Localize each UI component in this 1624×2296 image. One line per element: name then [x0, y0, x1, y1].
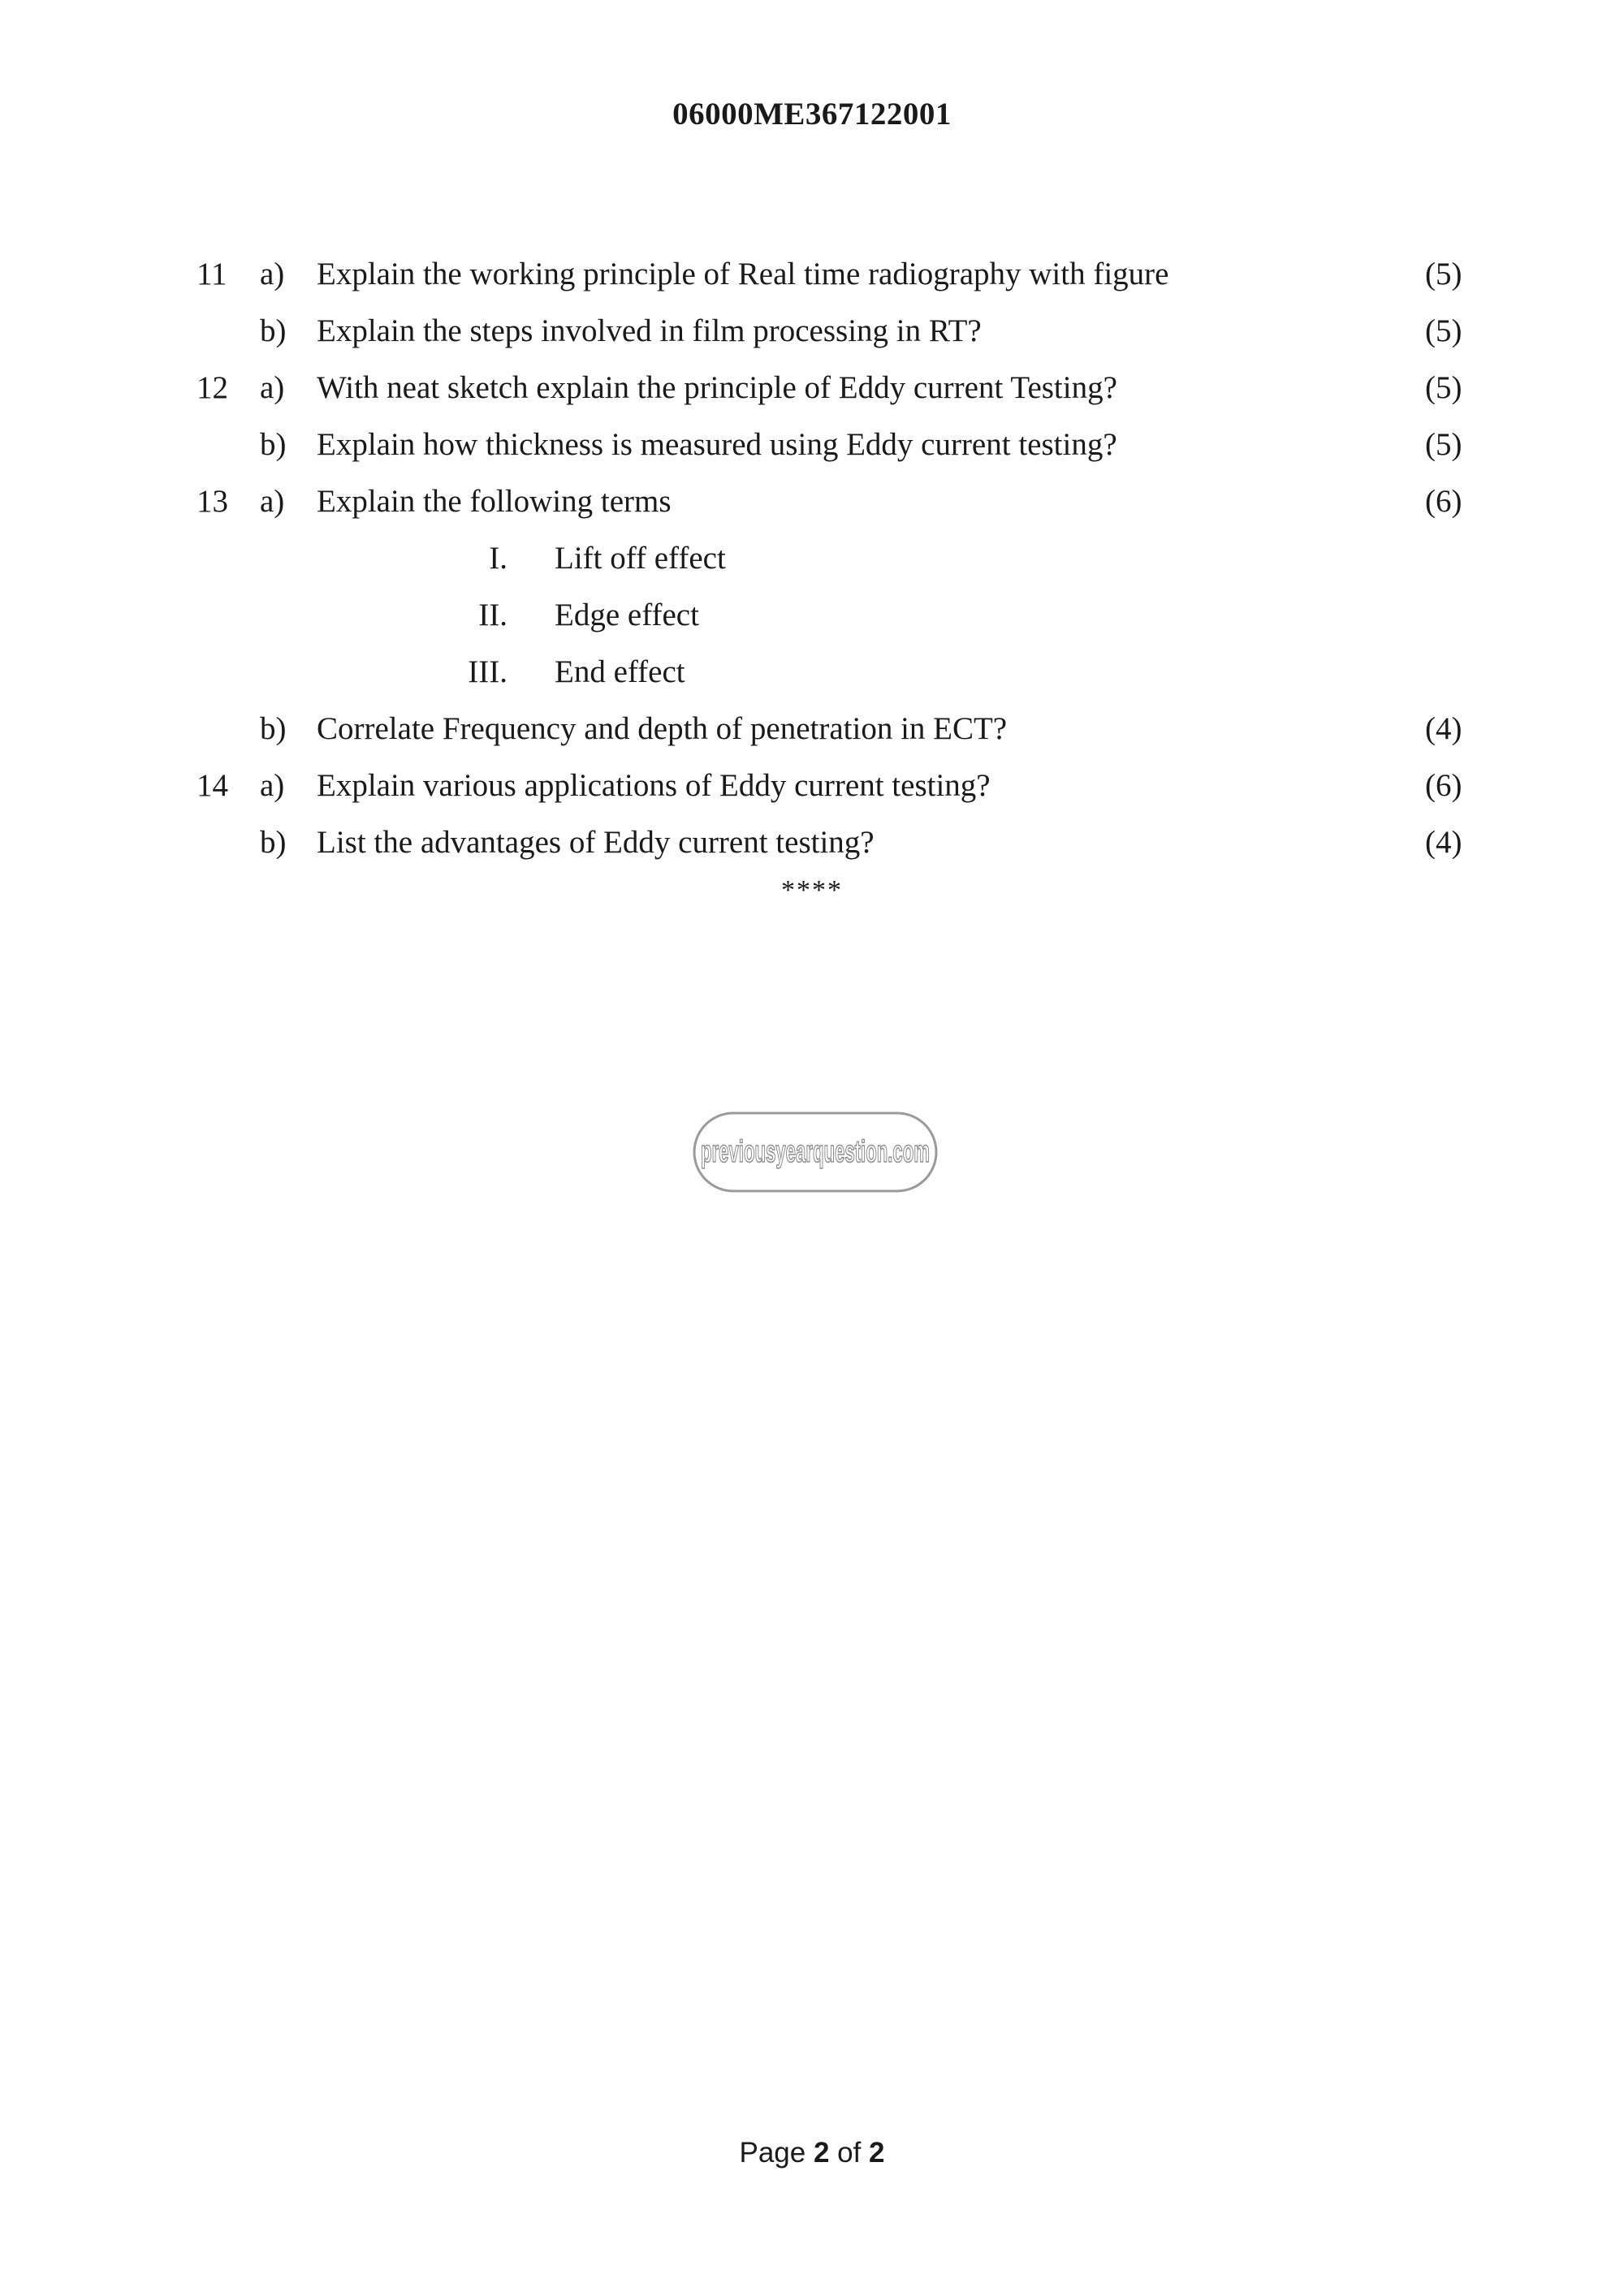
question-text: With neat sketch explain the principle of Eddy current Testing? [317, 370, 1117, 405]
question-row [0, 479, 1624, 524]
watermark-text: previousyearquestion.com [701, 1135, 930, 1169]
subterm-numeral: I. [489, 541, 508, 576]
question-marks: (6) [1425, 768, 1462, 803]
footer-middle: of [829, 2137, 870, 2169]
question-part: b) [260, 313, 287, 348]
question-text: Explain the working principle of Real time radiography with figure [317, 257, 1169, 291]
question-number: 13 [197, 484, 228, 519]
question-marks: (6) [1425, 484, 1462, 519]
footer-prefix: Page [739, 2137, 814, 2169]
subterm-numeral: II. [478, 598, 508, 632]
footer-total-pages: 2 [869, 2137, 885, 2169]
question-text: Explain the following terms [317, 484, 672, 519]
page-footer [0, 2137, 1624, 2169]
subterm-text: End effect [555, 654, 685, 689]
subterm-row [0, 536, 1624, 581]
subterm-row [0, 650, 1624, 695]
watermark-logo [692, 1111, 939, 1193]
question-marks: (4) [1425, 825, 1462, 860]
question-row [0, 422, 1624, 468]
subterm-text: Lift off effect [555, 541, 726, 576]
question-row [0, 763, 1624, 809]
subterm-numeral: III. [468, 654, 508, 689]
subterm-row [0, 593, 1624, 638]
question-marks: (5) [1425, 257, 1462, 291]
end-of-paper-mark: **** [781, 875, 843, 905]
question-part: a) [260, 768, 285, 803]
question-part: b) [260, 711, 287, 746]
question-part: b) [260, 825, 287, 860]
question-part: b) [260, 427, 287, 462]
question-text: List the advantages of Eddy current testing? [317, 825, 875, 860]
question-number: 11 [197, 257, 227, 291]
question-marks: (5) [1425, 427, 1462, 462]
question-marks: (4) [1425, 711, 1462, 746]
question-marks: (5) [1425, 370, 1462, 405]
question-text: Explain how thickness is measured using Eddy current testing? [317, 427, 1117, 462]
question-part: a) [260, 370, 285, 405]
question-text: Explain the steps involved in film processing in RT? [317, 313, 982, 348]
question-number: 12 [197, 370, 228, 405]
question-part: a) [260, 484, 285, 519]
question-paper-code: 06000ME367122001 [672, 97, 952, 132]
question-row [0, 706, 1624, 752]
question-row [0, 365, 1624, 411]
question-row [0, 309, 1624, 354]
question-text: Explain various applications of Eddy current testing? [317, 768, 991, 803]
question-row [0, 820, 1624, 865]
question-marks: (5) [1425, 313, 1462, 348]
question-row [0, 252, 1624, 297]
footer-current-page: 2 [813, 2137, 830, 2169]
question-text: Correlate Frequency and depth of penetration in ECT? [317, 711, 1008, 746]
subterm-text: Edge effect [555, 598, 699, 632]
question-part: a) [260, 257, 285, 291]
question-number: 14 [197, 768, 228, 803]
